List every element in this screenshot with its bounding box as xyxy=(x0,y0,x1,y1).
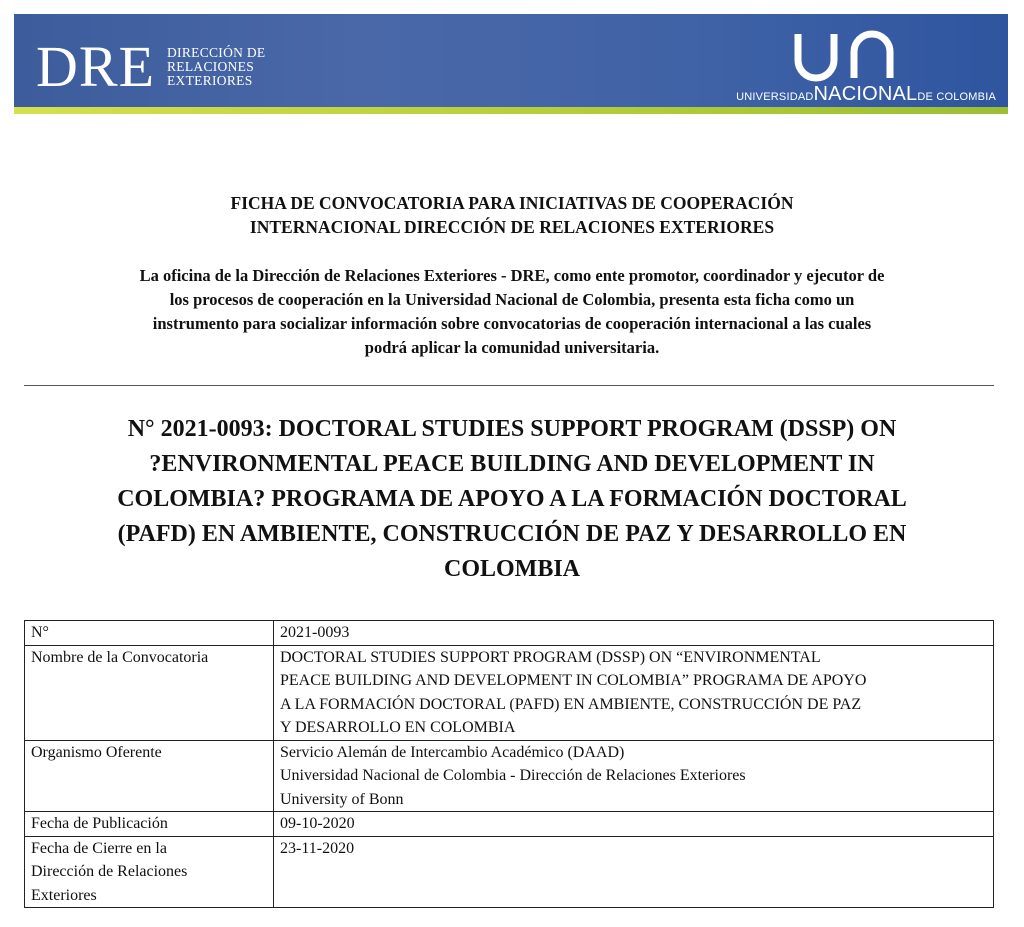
convocatoria-info-table xyxy=(24,620,994,908)
row-value-cierre: 23-11-2020 xyxy=(274,836,994,908)
dre-logo-words: DIRECCIÓN DE RELACIONES EXTERIORES xyxy=(167,44,266,89)
header-banner xyxy=(14,14,1008,114)
row-value-numero: 2021-0093 xyxy=(274,621,994,646)
row-key-numero: N° xyxy=(25,621,274,646)
table-row xyxy=(25,621,994,646)
dre-logo-mark: DRE xyxy=(36,34,155,99)
row-key-organismo: Organismo Oferente xyxy=(25,740,274,812)
intro-paragraph: La oficina de la Dirección de Relaciones Exteriores - DRE, como ente promotor, coordinador y ejecutor de los procesos de cooperación en la Universidad Nacional de Colombia, presenta esta ficha como un instrumento para socializar información sobre convocatorias de cooperación internacional a las cuales podrá aplicar la comunidad universitaria. xyxy=(139,266,885,357)
un-logo-icon xyxy=(792,30,904,82)
row-value-nombre: DOCTORAL STUDIES SUPPORT PROGRAM (DSSP) ON “ENVIRONMENTAL PEACE BUILDING AND DEVELOPMENT IN COLOMBIA” PROGRAMA DE APOYO A LA FORMACIÓN DOCTORAL (PAFD) EN AMBIENTE, CONSTRUCCIÓN DE PAZ Y DESARROLLO EN COLOMBIA xyxy=(274,645,994,740)
table-row xyxy=(25,836,994,908)
divider xyxy=(24,385,994,386)
row-key-cierre: Fecha de Cierre en la Dirección de Relaciones Exteriores xyxy=(25,836,274,908)
row-key-nombre: Nombre de la Convocatoria xyxy=(25,645,274,740)
row-key-publicacion: Fecha de Publicación xyxy=(25,812,274,837)
convocatoria-title: N° 2021-0093: DOCTORAL STUDIES SUPPORT PROGRAM (DSSP) ON ?ENVIRONMENTAL PEACE BUILDING AND DEVELOPMENT IN COLOMBIA? PROGRAMA DE APOYO A LA FORMACIÓN DOCTORAL (PAFD) EN AMBIENTE, CONSTRUCCIÓN DE PAZ Y DESARROLLO EN COLOMBIA xyxy=(117,416,907,582)
unal-wordmark: UNIVERSIDADNACIONALDE COLOMBIA xyxy=(736,83,996,105)
table-row xyxy=(25,812,994,837)
table-row xyxy=(25,740,994,812)
banner-stripe xyxy=(14,107,1008,114)
unal-logo xyxy=(696,26,996,106)
table-row xyxy=(25,645,994,740)
row-value-publicacion: 09-10-2020 xyxy=(274,812,994,837)
ficha-title: FICHA DE CONVOCATORIA PARA INICIATIVAS DE COOPERACIÓN INTERNACIONAL DIRECCIÓN DE RELACIONES EXTERIORES xyxy=(230,193,794,237)
dre-logo xyxy=(36,32,265,102)
row-value-organismo: Servicio Alemán de Intercambio Académico (DAAD) Universidad Nacional de Colombia - Dirección de Relaciones Exteriores University of Bonn xyxy=(274,740,994,812)
